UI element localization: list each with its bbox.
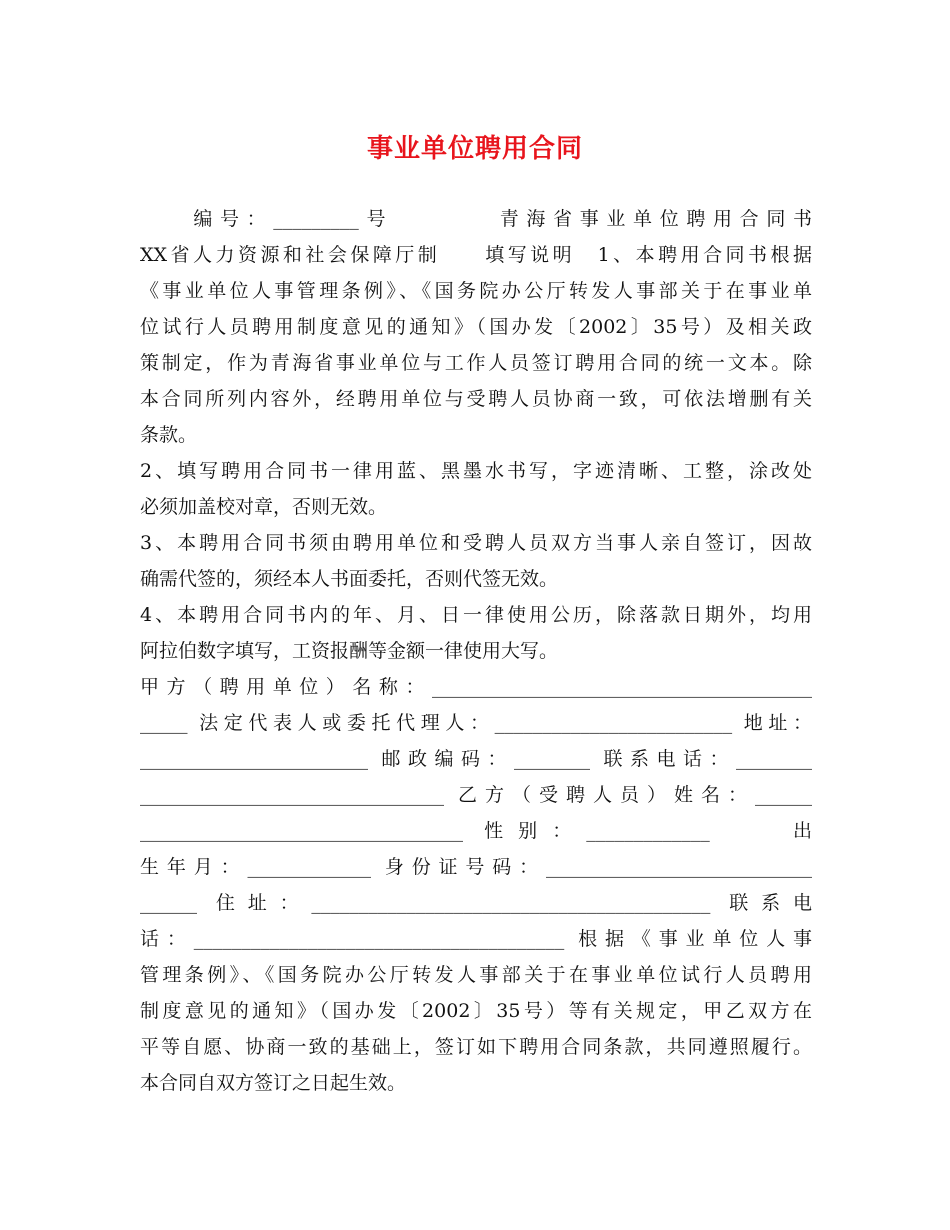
text-line: 甲方（聘用单位）名称：________________________________________ [140, 676, 812, 698]
document-title: 事业单位聘用合同 [366, 134, 583, 164]
text-line: 策制定，作为青海省事业单位与工作人员签订聘用合同的统一文本。除 [140, 352, 812, 374]
text-line: 4、本聘用合同书内的年、月、日一律使用公历，除落款日期外，均用 [140, 604, 812, 626]
text-line: 制度意见的通知》（国办发〔2002〕35号）等有关规定，甲乙双方在 [140, 1000, 812, 1022]
text-line: XX省人力资源和社会保障厅制 填写说明 1、本聘用合同书根据 [140, 244, 812, 266]
text-line: 《事业单位人事管理条例》、《国务院办公厅转发人事部关于在事业单 [140, 280, 812, 302]
text-line: ______ 住址：__________________________________________ 联系电 [140, 892, 812, 914]
text-line: 阿拉伯数字填写，工资报酬等金额一律使用大写。 [140, 640, 559, 662]
text-line: 3、本聘用合同书须由聘用单位和受聘人员双方当事人亲自签订，因故 [140, 532, 812, 554]
text-line: _____ 法定代表人或委托代理人：_________________________ 地址： [140, 712, 812, 734]
text-line: 生年月：_____________ 身份证号码：____________________________ [140, 856, 812, 878]
text-line: 确需代签的，须经本人书面委托，否则代签无效。 [140, 568, 559, 590]
text-line: ________________________ 邮政编码：________ 联系电话：________ [140, 748, 812, 770]
text-line: 2、填写聘用合同书一律用蓝、黑墨水书写，字迹清晰、工整，涂改处 [140, 460, 812, 482]
text-line: 条款。 [140, 424, 198, 446]
text-line: ________________________________ 乙方（受聘人员）姓名：______ [140, 784, 812, 806]
text-line: 本合同自双方签订之日起生效。 [140, 1072, 407, 1094]
text-line: __________________________________ 性别：_____________ 出 [140, 820, 812, 842]
text-line: 位试行人员聘用制度意见的通知》（国办发〔2002〕35号）及相关政 [140, 316, 812, 338]
text-line: 本合同所列内容外，经聘用单位与受聘人员协商一致，可依法增删有关 [140, 388, 812, 410]
text-line: 管理条例》、《国务院办公厅转发人事部关于在事业单位试行人员聘用 [140, 964, 812, 986]
text-line: 必须加盖校对章，否则无效。 [140, 496, 388, 518]
text-line: 编号：_________号 青海省事业单位聘用合同书 [140, 208, 812, 230]
document-body [140, 201, 812, 1101]
text-line: 话：_______________________________________ 根据《事业单位人事 [140, 928, 812, 950]
text-line: 平等自愿、协商一致的基础上，签订如下聘用合同条款，共同遵照履行。 [140, 1036, 812, 1058]
